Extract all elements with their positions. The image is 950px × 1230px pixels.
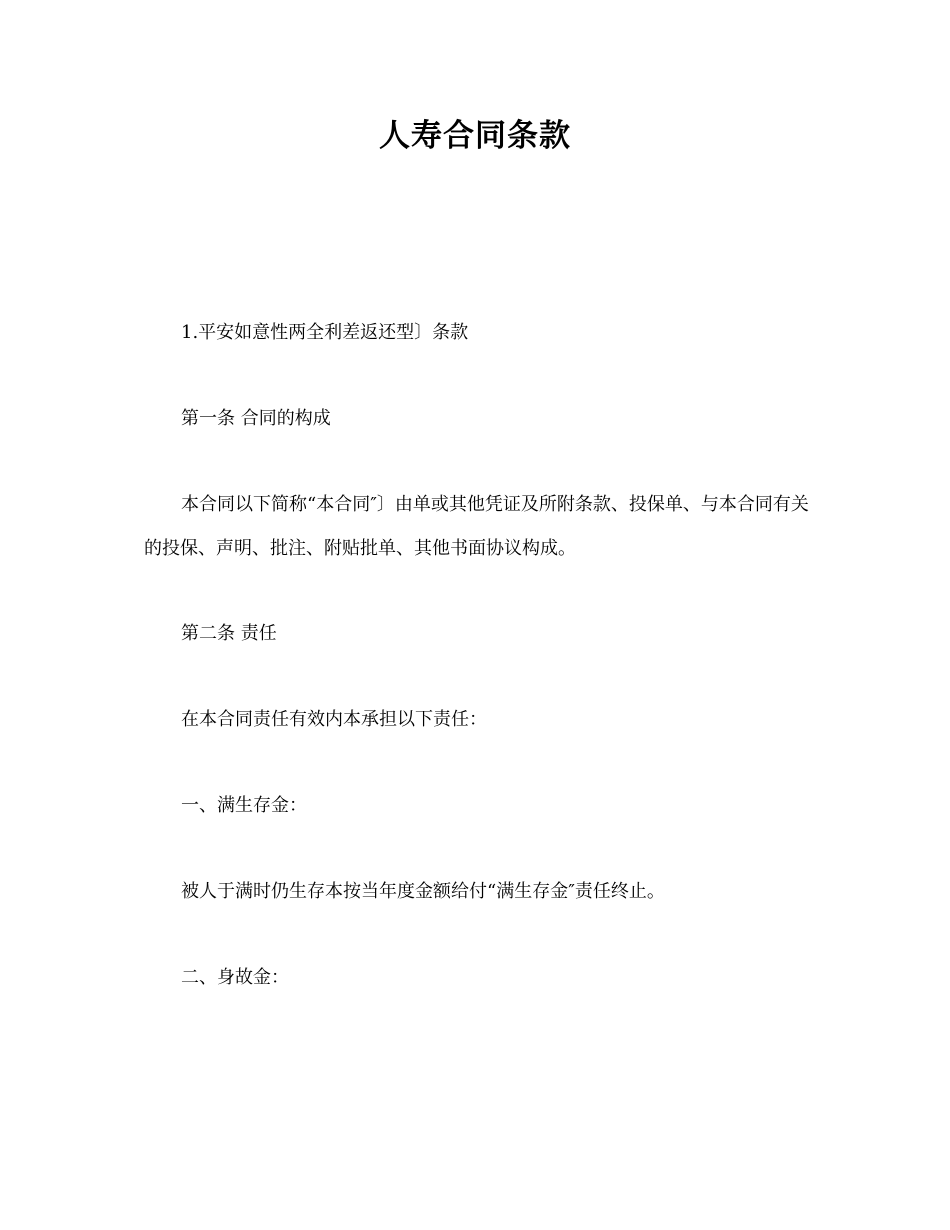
maturity-benefit-heading: 一、满生存金： <box>181 795 307 816</box>
article-one-heading: 第一条 合同的构成 <box>181 408 331 429</box>
article-one-body: 本合同以下简称“本合同″〕由单或其他凭证及所附条款、投保单、与本合同有关的投保、声明、批注、附贴批单、其他书面协议构成。 <box>144 494 809 559</box>
document-title: 人寿合同条款 <box>379 118 571 154</box>
article-two-heading: 第二条 责任 <box>181 623 277 644</box>
article-two-intro: 在本合同责任有效内本承担以下责任： <box>181 709 487 730</box>
clause-heading: 1.平安如意性两全利差返还型〕条款 <box>181 322 469 343</box>
death-benefit-heading: 二、身故金： <box>181 967 289 988</box>
maturity-benefit-body: 被人于满时仍生存本按当年度金额给付“满生存金″责任终止。 <box>181 881 665 902</box>
